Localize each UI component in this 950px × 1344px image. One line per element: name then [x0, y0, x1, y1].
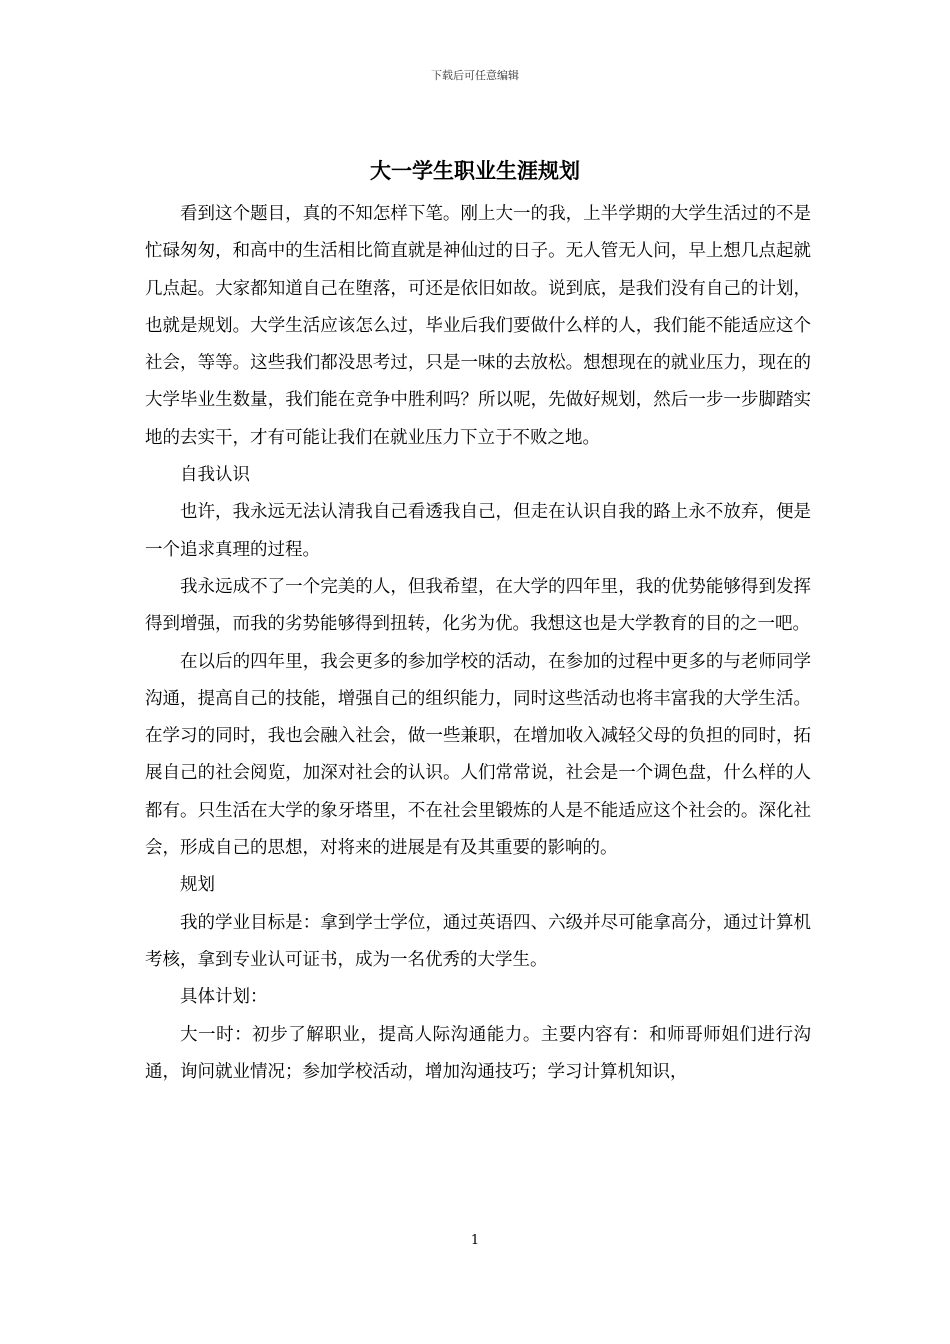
- paragraph: 在以后的四年里，我会更多的参加学校的活动，在参加的过程中更多的与老师同学沟通，提高自己的技能，增强自己的组织能力，同时这些活动也将丰富我的大学生活。在学习的同时，我也会融入社会，做一些兼职，在增加收入减轻父母的负担的同时，拓展自己的社会阅览，加深对社会的认识。人们常常说，社会是一个调色盘，什么样的人都有。只生活在大学的象牙塔里，不在社会里锻炼的人是不能适应这个社会的。深化社会，形成自己的思想，对将来的进展是有及其重要的影响的。: [145, 651, 811, 859]
- document-body: [145, 196, 811, 1091]
- paragraph-intro: 看到这个题目，真的不知怎样下笔。刚上大一的我，上半学期的大学生活过的不是忙碌匆匆，和高中的生活相比简直就是神仙过的日子。无人管无人问，早上想几点起就几点起。大家都知道自己在堕落，可还是依旧如故。说到底，是我们没有自己的计划，也就是规划。大学生活应该怎么过，毕业后我们要做什么样的人，我们能不能适应这个社会，等等。这些我们都没思考过，只是一味的去放松。想想现在的就业压力，现在的大学毕业生数量，我们能在竞争中胜利吗？所以呢，先做好规划，然后一步一步脚踏实地的去实干，才有可能让我们在就业压力下立于不败之地。: [145, 204, 811, 448]
- section-heading-specific-plan: 具体计划：: [180, 987, 268, 1008]
- header-note: 下载后可任意编辑: [431, 69, 519, 82]
- section-heading-plan: 规划: [180, 875, 215, 896]
- section-heading-self-knowledge: 自我认识: [180, 465, 250, 486]
- paragraph: 大一时：初步了解职业，提高人际沟通能力。主要内容有：和师哥师姐们进行沟通，询问就业情况；参加学校活动，增加沟通技巧；学习计算机知识，: [145, 1024, 811, 1082]
- document-title: 大一学生职业生涯规划: [370, 159, 580, 183]
- paragraph: 我的学业目标是：拿到学士学位，通过英语四、六级并尽可能拿高分，通过计算机考核，拿到专业认可证书，成为一名优秀的大学生。: [145, 912, 811, 970]
- paragraph: 我永远成不了一个完美的人，但我希望，在大学的四年里，我的优势能够得到发挥得到增强，而我的劣势能够得到扭转，化劣为优。我想这也是大学教育的目的之一吧。: [145, 576, 811, 635]
- page-number: 1: [470, 1233, 480, 1248]
- paragraph: 也许，我永远无法认清我自己看透我自己，但走在认识自我的路上永不放弃，便是一个追求真理的过程。: [145, 502, 811, 560]
